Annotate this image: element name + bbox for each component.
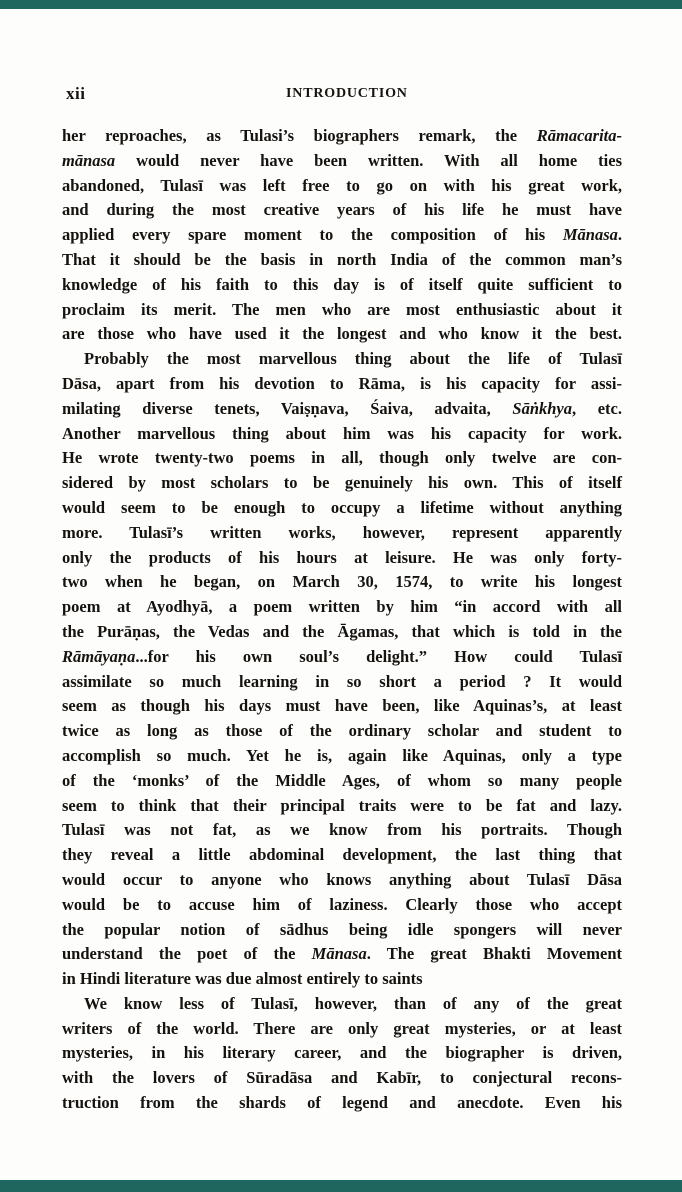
text-line bbox=[62, 595, 622, 620]
text-segment: more. Tulasī’s written works, however, represent apparently bbox=[62, 522, 622, 542]
text-segment: milating diverse tenets, Vaiṣṇava, Śaiva, advaita, bbox=[62, 398, 513, 418]
text-line bbox=[62, 769, 622, 794]
text-line bbox=[62, 322, 622, 347]
page-number: xii bbox=[66, 84, 86, 103]
text-segment: her reproaches, as Tulasi’s biographers remark, the bbox=[62, 126, 537, 145]
text-segment: Another marvellous thing about him was his capacity for work. bbox=[62, 423, 622, 443]
text-line bbox=[62, 496, 622, 521]
italic-text-segment: Rāmacarita- bbox=[536, 126, 622, 145]
text-segment: abandoned, Tulasī was left free to go on with his great work, bbox=[62, 175, 622, 195]
text-line bbox=[62, 124, 622, 149]
text-segment: would be to accuse him of laziness. Clearly those who accept bbox=[62, 894, 622, 914]
text-line bbox=[62, 248, 622, 273]
text-segment: We know less of Tulasī, however, than of any of the great bbox=[84, 993, 622, 1013]
text-segment: seem as though his days must have been, like Aquinas’s, at least bbox=[62, 696, 622, 716]
text-line bbox=[62, 868, 622, 893]
text-segment: would occur to anyone who knows anything about Tulasī Dāsa bbox=[62, 869, 622, 889]
text-segment: seem to think that their principal traits were to be fat and lazy. bbox=[62, 795, 622, 815]
text-line bbox=[62, 818, 622, 843]
text-line bbox=[62, 546, 622, 571]
text-segment: writers of the world. There are only great mysteries, or at least bbox=[62, 1018, 622, 1038]
text-segment: Tulasī was not fat, as we know from his portraits. Though bbox=[62, 820, 622, 840]
text-line bbox=[62, 893, 622, 918]
text-segment: they reveal a little abdominal development, the last thing that bbox=[62, 845, 622, 865]
italic-text-segment: Mānasa bbox=[562, 225, 618, 245]
text-segment: accomplish so much. Yet he is, again like Aquinas, only a type bbox=[62, 745, 622, 765]
text-line bbox=[62, 223, 622, 248]
text-line bbox=[62, 719, 622, 744]
text-segment: are those who have used it the longest and who know it the best. bbox=[62, 324, 622, 344]
text-line bbox=[62, 521, 622, 546]
text-line bbox=[62, 149, 622, 174]
text-line bbox=[62, 174, 622, 199]
text-line bbox=[62, 967, 622, 992]
scan-edge-top bbox=[0, 0, 682, 9]
text-line bbox=[62, 1017, 622, 1042]
text-segment: sidered by most scholars to be genuinely his own. This of itself bbox=[62, 473, 622, 493]
text-line bbox=[62, 347, 622, 372]
text-line bbox=[62, 794, 622, 819]
text-line bbox=[62, 471, 622, 496]
text-segment: , etc. bbox=[572, 398, 622, 418]
text-segment: poem at Ayodhyā, a poem written by him “in accord with all bbox=[62, 597, 622, 617]
text-line bbox=[62, 198, 622, 223]
text-segment: of the ‘monks’ of the Middle Ages, of whom so many people bbox=[62, 770, 622, 790]
text-segment: would seem to be enough to occupy a lifetime without anything bbox=[62, 497, 622, 517]
text-segment: proclaim its merit. The men who are most enthusiastic about it bbox=[62, 299, 622, 319]
text-line bbox=[62, 273, 622, 298]
text-segment: . The great Bhakti Movement bbox=[366, 944, 622, 964]
text-segment: would never have been written. With all home ties bbox=[115, 150, 622, 170]
text-line bbox=[62, 694, 622, 719]
text-segment: truction from the shards of legend and anecdote. Even his bbox=[62, 1093, 622, 1113]
text-line bbox=[62, 1041, 622, 1066]
text-segment: assimilate so much learning in so short a period ? It would bbox=[62, 671, 622, 691]
text-segment: and during the most creative years of his life he must have bbox=[62, 200, 622, 220]
text-segment: He wrote twenty-two poems in all, though only twelve are con- bbox=[62, 448, 622, 468]
text-line bbox=[62, 570, 622, 595]
text-line bbox=[62, 446, 622, 471]
text-line bbox=[62, 670, 622, 695]
text-segment: That it should be the basis in north India of the common man’s bbox=[62, 249, 622, 269]
text-line bbox=[62, 645, 622, 670]
text-segment: in Hindi literature was due almost entirely to saints bbox=[62, 969, 423, 989]
text-line bbox=[62, 298, 622, 323]
text-segment: ...for his own soul’s delight.” How could Tulasī bbox=[135, 646, 622, 666]
text-line bbox=[62, 422, 622, 447]
italic-text-segment: mānasa bbox=[62, 150, 116, 170]
page-header bbox=[62, 84, 622, 108]
text-line bbox=[62, 1066, 622, 1091]
page-body bbox=[62, 124, 622, 1116]
italic-text-segment: Rāmāyaṇa bbox=[62, 646, 136, 666]
text-segment: two when he began, on March 30, 1574, to write his longest bbox=[62, 572, 622, 592]
text-line bbox=[62, 942, 622, 967]
text-segment: the Purāṇas, the Vedas and the Āgamas, that which is told in the bbox=[62, 621, 622, 641]
text-line bbox=[62, 992, 622, 1017]
scan-edge-bottom bbox=[0, 1180, 682, 1192]
text-segment: the popular notion of sādhus being idle spongers will never bbox=[62, 919, 622, 939]
text-segment: with the lovers of Sūradāsa and Kabīr, to conjectural recons- bbox=[62, 1068, 622, 1088]
text-segment: twice as long as those of the ordinary scholar and student to bbox=[62, 721, 622, 741]
text-line bbox=[62, 918, 622, 943]
text-segment: . bbox=[617, 225, 622, 245]
text-line bbox=[62, 1091, 622, 1116]
text-line bbox=[62, 372, 622, 397]
italic-text-segment: Mānasa bbox=[311, 944, 367, 964]
text-line bbox=[62, 397, 622, 422]
text-segment: knowledge of his faith to this day is of itself quite sufficient to bbox=[62, 274, 622, 294]
text-segment: applied every spare moment to the composition of his bbox=[62, 225, 563, 245]
text-segment: Dāsa, apart from his devotion to Rāma, is his capacity for assi- bbox=[62, 373, 622, 393]
text-line bbox=[62, 744, 622, 769]
text-segment: Probably the most marvellous thing about the life of Tulasī bbox=[84, 349, 622, 369]
text-segment: only the products of his hours at leisure. He was only forty- bbox=[62, 547, 622, 567]
text-segment: mysteries, in his literary career, and the biographer is driven, bbox=[62, 1043, 622, 1063]
section-title: INTRODUCTION bbox=[286, 86, 408, 101]
text-segment: understand the poet of the bbox=[62, 944, 312, 964]
italic-text-segment: Sāṅkhya bbox=[512, 398, 573, 418]
text-line bbox=[62, 620, 622, 645]
text-line bbox=[62, 843, 622, 868]
